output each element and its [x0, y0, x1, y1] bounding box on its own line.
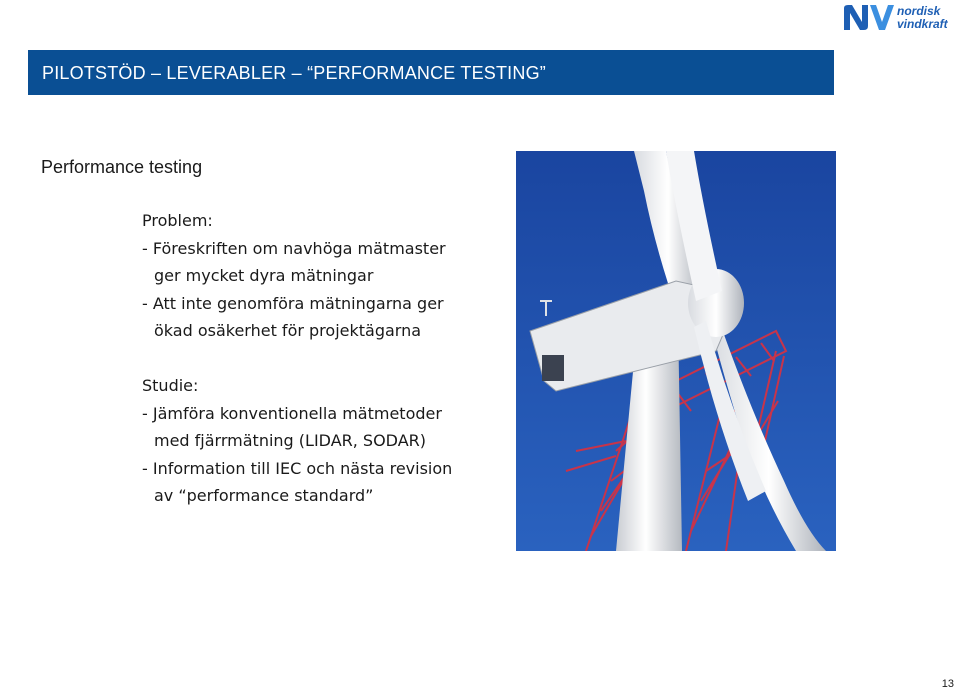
study-block [142, 372, 452, 510]
problem-line: - Att inte genomföra mätningarna ger [142, 293, 444, 313]
problem-heading: Problem: [142, 211, 213, 230]
nacelle-hatch [542, 355, 564, 381]
logo-text-vindkraft: vindkraft [897, 17, 948, 31]
slide-title: PILOTSTÖD – LEVERABLER – “PERFORMANCE TESTING” [42, 63, 546, 83]
study-line: - Jämföra konventionella mätmetoder [142, 403, 442, 423]
problem-line: - Föreskriften om navhöga mätmaster [142, 238, 446, 258]
problem-line: ökad osäkerhet för projektägarna [154, 321, 422, 340]
study-heading: Studie: [142, 376, 199, 395]
logo-text-nordisk: nordisk [897, 4, 941, 18]
problem-block [142, 207, 446, 345]
page-number: 13 [941, 678, 954, 690]
section-subtitle: Performance testing [41, 157, 203, 177]
nv-logo-mark [844, 5, 894, 30]
study-line: - Information till IEC och nästa revision [142, 458, 453, 478]
wind-turbine-photo [516, 151, 836, 551]
problem-line: ger mycket dyra mätningar [154, 266, 374, 285]
title-bar [28, 50, 834, 95]
nordisk-vindkraft-logo [842, 2, 958, 32]
study-line: av “performance standard” [154, 486, 374, 505]
study-line: med fjärrmätning (LIDAR, SODAR) [154, 431, 427, 450]
